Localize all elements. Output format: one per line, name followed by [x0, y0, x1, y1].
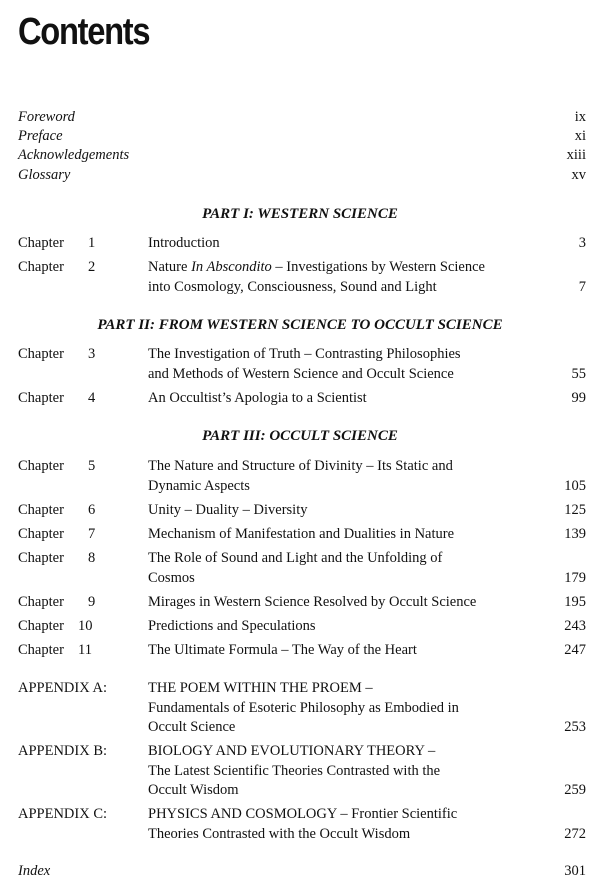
- toc-label: Chapter: [18, 390, 64, 406]
- toc-title-line: An Occultist’s Apologia to a Scientist: [148, 390, 367, 406]
- toc-page: 125: [564, 502, 586, 518]
- toc-front-glossary[interactable]: [18, 166, 586, 186]
- toc-page: xv: [571, 167, 586, 183]
- toc-title-line: Mechanism of Manifestation and Dualities in Nature: [148, 526, 455, 542]
- toc-label: Chapter: [18, 235, 64, 251]
- toc-chapter-9[interactable]: [18, 593, 586, 613]
- toc-label: Index: [18, 863, 51, 879]
- toc-number: 7: [88, 526, 96, 542]
- toc-title-italic: In Abscondito: [191, 259, 272, 275]
- toc-label: APPENDIX A:: [18, 680, 108, 696]
- toc-page: ix: [574, 109, 586, 125]
- toc-title-line: PHYSICS AND COSMOLOGY – Frontier Scientific: [148, 806, 458, 822]
- toc-label: Chapter: [18, 618, 64, 634]
- toc-title-line: Mirages in Western Science Resolved by Occult Science: [148, 594, 477, 610]
- toc-front-foreword[interactable]: [18, 108, 586, 128]
- toc-title-prefix: Nature: [148, 259, 192, 275]
- toc-title-line: Occult Science: [148, 719, 236, 735]
- toc-label: Chapter: [18, 458, 64, 474]
- toc-number: 6: [88, 502, 96, 518]
- toc-page: 195: [564, 594, 586, 610]
- toc-chapter-5[interactable]: [18, 457, 586, 497]
- toc-title-line: Cosmos: [148, 569, 195, 586]
- toc-label: Chapter: [18, 502, 64, 518]
- toc-label: Preface: [18, 128, 63, 144]
- toc-number: 1: [88, 235, 96, 251]
- toc-page: 179: [564, 569, 586, 586]
- toc-title-line: Theories Contrasted with the Occult Wisdom: [148, 825, 411, 842]
- toc-label: Chapter: [18, 642, 64, 658]
- toc-chapter-4[interactable]: [18, 389, 586, 409]
- toc-page: xiii: [566, 147, 586, 163]
- toc-index[interactable]: [18, 862, 586, 882]
- page-title: Contents: [18, 11, 150, 53]
- toc-number: 9: [88, 594, 96, 610]
- toc-chapter-8[interactable]: [18, 549, 586, 589]
- toc-label: Glossary: [18, 167, 71, 183]
- toc-number: 11: [78, 642, 92, 658]
- toc-number: 4: [88, 390, 96, 406]
- toc-title-line: Introduction: [148, 235, 220, 251]
- toc-page: 301: [564, 863, 586, 879]
- toc-label: Chapter: [18, 550, 64, 566]
- toc-title-line: The Investigation of Truth – Contrasting Philosophies: [148, 346, 461, 362]
- toc-page: 139: [564, 526, 586, 542]
- toc-chapter-11[interactable]: [18, 641, 586, 661]
- toc-number: 2: [88, 259, 96, 275]
- part-heading-1: PART I: WESTERN SCIENCE: [202, 206, 398, 222]
- toc-title-line: Fundamentals of Esoteric Philosophy as Embodied in: [148, 699, 459, 716]
- toc-page: 243: [564, 618, 586, 634]
- toc-chapter-2[interactable]: [18, 258, 586, 298]
- part-heading-3: PART III: OCCULT SCIENCE: [202, 428, 398, 444]
- toc-front-preface[interactable]: [18, 127, 586, 147]
- toc-page: 55: [571, 365, 586, 382]
- toc-front-acknowledgements[interactable]: [18, 146, 586, 166]
- toc-title-line: The Ultimate Formula – The Way of the Heart: [148, 642, 417, 658]
- toc-appendix-c[interactable]: [18, 805, 586, 845]
- toc-label: Chapter: [18, 259, 64, 275]
- toc-page: 247: [564, 642, 586, 658]
- toc-number: 3: [88, 346, 96, 362]
- toc-number: 10: [78, 618, 93, 634]
- toc-page: 99: [571, 390, 586, 406]
- toc-title-line: into Cosmology, Consciousness, Sound and Light: [148, 278, 437, 295]
- toc-label: APPENDIX C:: [18, 806, 108, 822]
- toc-label: Chapter: [18, 594, 64, 610]
- toc-title-line: Predictions and Speculations: [148, 618, 316, 634]
- toc-title-line: Unity – Duality – Diversity: [148, 502, 308, 518]
- toc-page: 3: [578, 235, 586, 251]
- toc-title-line: and Methods of Western Science and Occult Science: [148, 365, 454, 382]
- toc-title-line: The Latest Scientific Theories Contrasted with the: [148, 762, 441, 779]
- toc-title-line: Occult Wisdom: [148, 782, 239, 798]
- toc-chapter-1[interactable]: [18, 234, 586, 254]
- toc-chapter-6[interactable]: [18, 501, 586, 521]
- toc-label: Foreword: [18, 109, 75, 125]
- toc-label: Acknowledgements: [18, 147, 130, 163]
- toc-label: APPENDIX B:: [18, 743, 108, 759]
- toc-page: xi: [574, 128, 586, 144]
- part-heading-2: PART II: FROM WESTERN SCIENCE TO OCCULT SCIENCE: [97, 317, 503, 333]
- toc-title-line: Dynamic Aspects: [148, 477, 250, 494]
- toc-title-suffix: – Investigations by Western Science: [271, 259, 485, 275]
- toc-chapter-7[interactable]: [18, 525, 586, 545]
- toc-appendix-a[interactable]: [18, 679, 586, 739]
- toc-appendix-b[interactable]: [18, 742, 586, 802]
- toc-page: 259: [564, 782, 586, 798]
- toc-chapter-3[interactable]: [18, 345, 586, 385]
- toc-page: 253: [564, 719, 586, 735]
- toc-number: 5: [88, 458, 96, 474]
- toc-page: 7: [578, 278, 586, 295]
- toc-title-line: The Nature and Structure of Divinity – Its Static and: [148, 458, 453, 474]
- toc-title-line: [148, 258, 548, 278]
- toc-chapter-10[interactable]: [18, 617, 586, 637]
- toc-number: 8: [88, 550, 96, 566]
- toc-title-line: BIOLOGY AND EVOLUTIONARY THEORY –: [148, 743, 436, 759]
- toc-title-line: THE POEM WITHIN THE PROEM –: [148, 680, 373, 696]
- toc-label: Chapter: [18, 526, 64, 542]
- toc-page: 105: [564, 477, 586, 494]
- toc-label: Chapter: [18, 346, 64, 362]
- toc-page: 272: [564, 825, 586, 842]
- toc-title-line: The Role of Sound and Light and the Unfolding of: [148, 550, 443, 566]
